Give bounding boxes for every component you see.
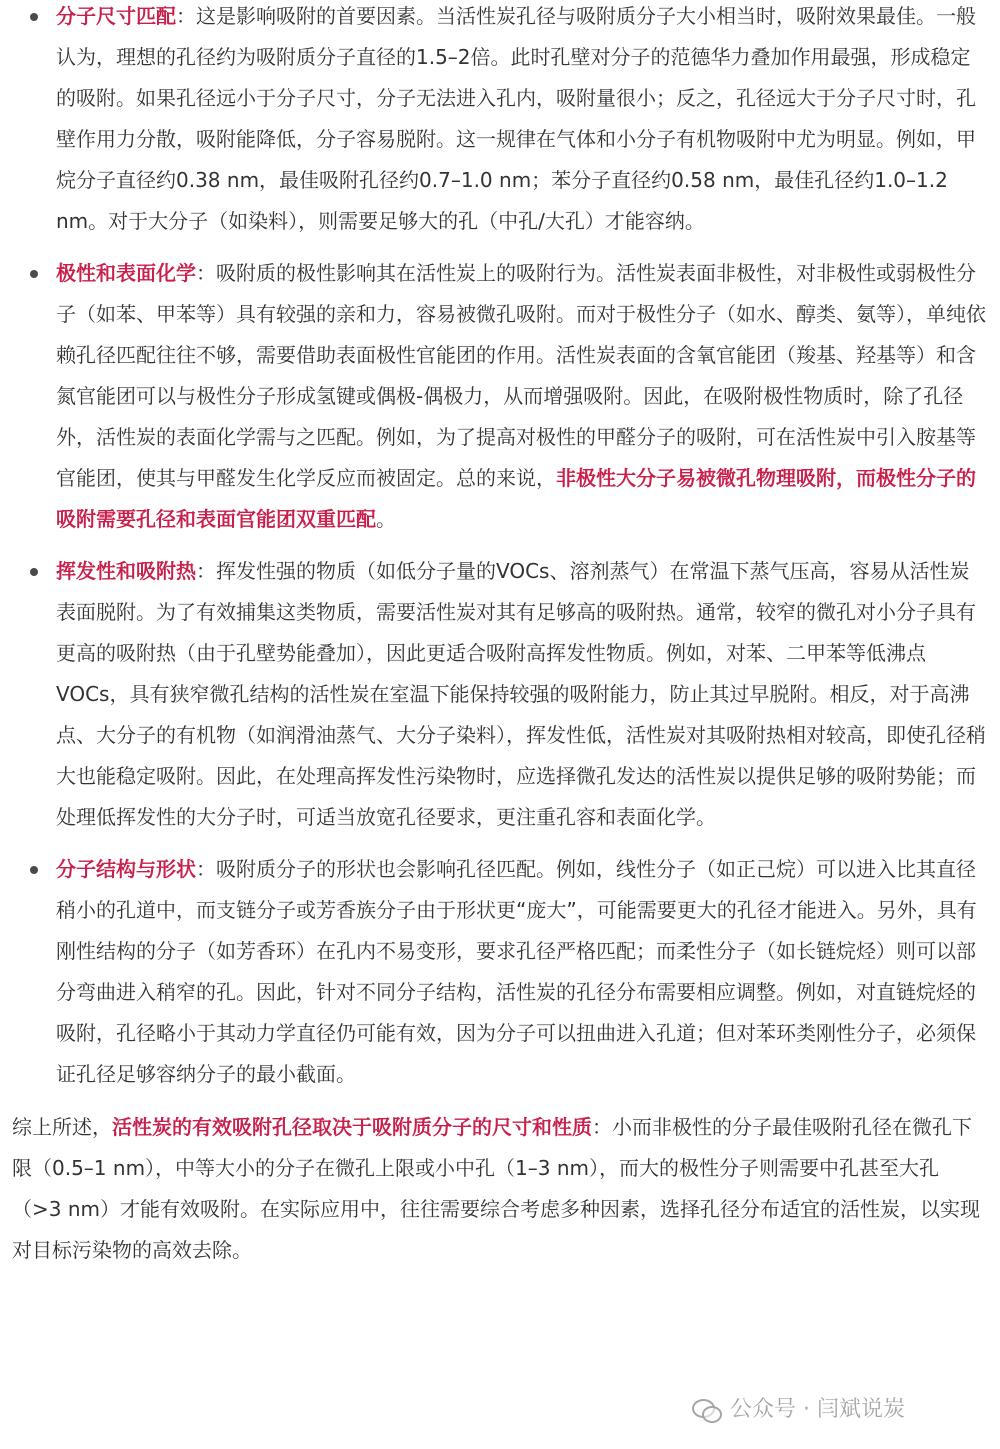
item-text: 吸附质的极性影响其在活性炭上的吸附行为。活性炭表面非极性，对非极性或弱极性分子（如苯、甲苯等）具有较强的亲和力，容易被微孔吸附。而对于极性分子（如水、醇类、氨等），单纯依赖孔径匹配往往不够，需要借助表面极性官能团的作用。活性炭表面的含氧官能团（羧基、羟基等）和含氮官能团可以与极性分子形成氢键或偶极-偶极力，从而增强吸附。因此，在吸附极性物质时，除了孔径外，活性炭的表面化学需与之匹配。例如，为了提高对极性的甲醛分子的吸附，可在活性炭中引入胺基等官能团，使其与甲醛发生化学反应而被固定。总的来说， [56,261,986,490]
item-separator: ： [196,857,216,881]
list-item [12,253,986,540]
summary-text: ：小而非极性的分子最佳吸附孔径在微孔下限（0.5–1 nm），中等大小的分子在微孔上限或小中孔（1–3 nm），而大的极性分子则需要中孔甚至大孔（>3 nm）才能有效吸附。在实际应用中，往往需要综合考虑多种因素，选择孔径分布适宜的活性炭，以实现对目标污染物的高效去除。 [12,1115,980,1262]
item-separator: ： [196,559,216,583]
item-title: 极性和表面化学 [56,261,196,285]
bullet-icon [30,568,38,576]
wechat-icon [692,1397,722,1423]
list-item [12,0,986,242]
item-title: 分子尺寸匹配 [56,4,176,28]
item-text: 挥发性强的物质（如低分子量的VOCs、溶剂蒸气）在常温下蒸气压高，容易从活性炭表面脱附。为了有效捕集这类物质，需要活性炭对其有足够高的吸附热。通常，较窄的微孔对小分子具有更高的吸附热（由于孔壁势能叠加），因此更适合吸附高挥发性物质。例如，对苯、二甲苯等低沸点VOCs，具有狭窄微孔结构的活性炭在室温下能保持较强的吸附能力，防止其过早脱附。相反，对于高沸点、大分子的有机物（如润滑油蒸气、大分子染料），挥发性低，活性炭对其吸附热相对较高，即使孔径稍大也能稳定吸附。因此，在处理高挥发性污染物时，应选择微孔发达的活性炭以提供足够的吸附势能；而处理低挥发性的大分子时，可适当放宽孔径要求，更注重孔容和表面化学。 [56,559,986,829]
item-highlight: 非极性大分子易被微孔物理吸附，而极性分子的吸附需要孔径和表面官能团双重匹配 [56,466,976,531]
watermark [692,1393,905,1427]
summary-lead: 综上所述， [12,1115,112,1139]
item-text: 这是影响吸附的首要因素。当活性炭孔径与吸附质分子大小相当时，吸附效果最佳。一般认为，理想的孔径约为吸附质分子直径的1.5–2倍。此时孔壁对分子的范德华力叠加作用最强，形成稳定的吸附。如果孔径远小于分子尺寸，分子无法进入孔内，吸附量很小；反之，孔径远大于分子尺寸时，孔壁作用力分散，吸附能降低，分子容易脱附。这一规律在气体和小分子有机物吸附中尤为明显。例如，甲烷分子直径约0.38 nm，最佳吸附孔径约0.7–1.0 nm；苯分子直径约0.58 nm，最佳孔径约1.0–1.2 nm。对于大分子（如染料），则需要足够大的孔（中孔/大孔）才能容纳。 [56,4,976,233]
watermark-label: 公众号 · 闫斌说炭 [730,1397,905,1422]
bullet-icon [30,13,38,21]
factor-list [12,0,986,1095]
item-separator: ： [196,261,216,285]
summary-paragraph [12,1106,986,1271]
bullet-icon [30,270,38,278]
item-separator: ： [176,4,196,28]
summary-highlight: 活性炭的有效吸附孔径取决于吸附质分子的尺寸和性质 [112,1115,592,1139]
list-item [12,849,986,1095]
item-title: 分子结构与形状 [56,857,196,881]
article-body [12,0,986,1271]
list-item [12,551,986,838]
item-tail: 。 [376,507,396,531]
bullet-icon [30,866,38,874]
item-text: 吸附质分子的形状也会影响孔径匹配。例如，线性分子（如正己烷）可以进入比其直径稍小的孔道中，而支链分子或芳香族分子由于形状更“庞大”，可能需要更大的孔径才能进入。另外，具有刚性结构的分子（如芳香环）在孔内不易变形，要求孔径严格匹配；而柔性分子（如长链烷烃）则可以部分弯曲进入稍窄的孔。因此，针对不同分子结构，活性炭的孔径分布需要相应调整。例如，对直链烷烃的吸附，孔径略小于其动力学直径仍可能有效，因为分子可以扭曲进入孔道；但对苯环类刚性分子，必须保证孔径足够容纳分子的最小截面。 [56,857,977,1086]
item-title: 挥发性和吸附热 [56,559,196,583]
